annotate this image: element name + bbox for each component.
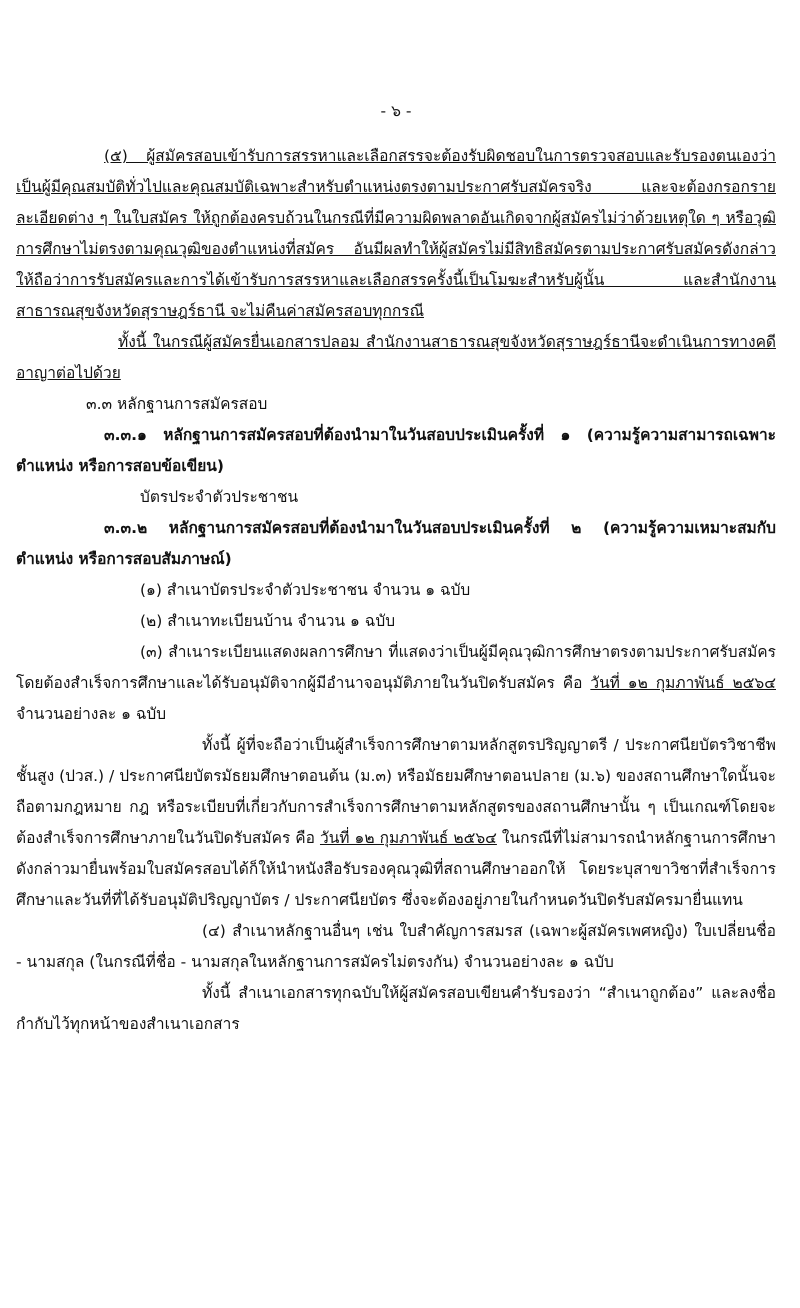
- list-item-4: (๔) สำเนาหลักฐานอื่นๆ เช่น ใบสำคัญการสมรส (เฉพาะผู้สมัครเพศหญิง) ใบเปลี่ยนชื่อ - นามสกุล (ในกรณีที่ชื่อ - นามสกุลในหลักฐานการสมัครไม่ตรงกัน) จำนวนอย่างละ ๑ ฉบับ: [16, 922, 776, 971]
- list-item-4-note: ทั้งนี้ สำเนาเอกสารทุกฉบับให้ผู้สมัครสอบเขียนคำรับรองว่า “สำเนาถูกต้อง” และลงชื่อกำกับไว้ทุกหน้าของสำเนาเอกสาร: [16, 984, 776, 1033]
- page-number: - ๖ -: [380, 102, 412, 120]
- list-item-3-tail: จำนวนอย่างละ ๑ ฉบับ: [16, 705, 167, 723]
- list-item-1: (๑) สำเนาบัตรประจำตัวประชาชน จำนวน ๑ ฉบับ: [140, 581, 471, 599]
- list-item-3-note-tail: ในกรณีที่ไม่สามารถนำหลักฐานการศึกษาดังกล่าวมายื่นพร้อมใบสมัครสอบได้ก็ให้นำหนังสือรับรองคุณวุฒิที่สถานศึกษาออกให้ โดยระบุสาขาวิชาที่สำเร็จการศึกษาและวันที่ที่ได้รับอนุมัติปริญญาบัตร / ประกาศนียบัตร ซึ่งจะต้องอยู่ภายในกำหนดวันปิดรับสมัครมายื่นแทน: [16, 829, 777, 909]
- list-item-3: [16, 637, 776, 730]
- heading-3-3-1: ๓.๓.๑ หลักฐานการสมัครสอบที่ต้องนำมาในวันสอบประเมินครั้งที่ ๑ (ความรู้ความสามารถเฉพาะตำแหน่ง หรือการสอบข้อเขียน): [16, 426, 776, 475]
- closing-date: วันที่ ๑๒ กุมภาพันธ์ ๒๕๖๔: [590, 674, 776, 692]
- list-item-3-text: (๓) สำเนาระเบียนแสดงผลการศึกษา ที่แสดงว่าเป็นผู้มีคุณวุฒิการศึกษาตรงตามประกาศรับสมัคร โดยต้องสำเร็จการศึกษาและได้รับอนุมัติจากผู้มีอำนาจอนุมัติภายในวันปิดรับสมัคร คือ: [16, 643, 776, 692]
- heading-3-3: ๓.๓ หลักฐานการสมัครสอบ: [86, 395, 268, 413]
- list-item-2: (๒) สำเนาทะเบียนบ้าน จำนวน ๑ ฉบับ: [140, 612, 396, 630]
- heading-3-3-2: ๓.๓.๒ หลักฐานการสมัครสอบที่ต้องนำมาในวันสอบประเมินครั้งที่ ๒ (ความรู้ความเหมาะสมกับตำแหน่ง หรือการสอบสัมภาษณ์): [16, 519, 776, 568]
- id-card-line: บัตรประจำตัวประชาชน: [140, 488, 299, 506]
- list-item-3-note-text: ทั้งนี้ ผู้ที่จะถือว่าเป็นผู้สำเร็จการศึกษาตามหลักสูตรปริญญาตรี / ประกาศนียบัตรวิชาชีพชั้นสูง (ปวส.) / ประกาศนียบัตรมัธยมศึกษาตอนต้น (ม.๓) หรือมัธยมศึกษาตอนปลาย (ม.๖) ของสถานศึกษาใดนั้นจะถือตามกฎหมาย กฎ หรือระเบียบที่เกี่ยวกับการสำเร็จการศึกษาตามหลักสูตรของสถานศึกษานั้น ๆ เป็นเกณฑ์โดยจะต้องสำเร็จการศึกษาภายในวันปิดรับสมัคร คือ: [16, 736, 776, 847]
- graduation-deadline: วันที่ ๑๒ กุมภาพันธ์ ๒๕๖๔: [319, 829, 497, 847]
- list-item-3-note: [16, 730, 776, 916]
- paragraph-item-5: (๕) ผู้สมัครสอบเข้ารับการสรรหาและเลือกสรรจะต้องรับผิดชอบในการตรวจสอบและรับรองตนเองว่าเป็นผู้มีคุณสมบัติทั่วไปและคุณสมบัติเฉพาะสำหรับตำแหน่งตรงตามประกาศรับสมัครจริง และจะต้องกรอกรายละเอียดต่าง ๆ ในใบสมัคร ให้ถูกต้องครบถ้วนในกรณีที่มีความผิดพลาดอันเกิดจากผู้สมัครไม่ว่าด้วยเหตุใด ๆ หรือวุฒิการศึกษาไม่ตรงตามคุณวุฒิของตำแหน่งที่สมัคร อันมีผลทำให้ผู้สมัครไม่มีสิทธิสมัครตามประกาศรับสมัครดังกล่าว ให้ถือว่าการรับสมัครและการได้เข้ารับการสรรหาและเลือกสรรครั้งนี้เป็นโมฆะสำหรับผู้นั้น และสำนักงานสาธารณสุขจังหวัดสุราษฎร์ธานี จะไม่คืนค่าสมัครสอบทุกกรณี: [16, 147, 776, 320]
- paragraph-fake-documents: ทั้งนี้ ในกรณีผู้สมัครยื่นเอกสารปลอม สำนักงานสาธารณสุขจังหวัดสุราษฎร์ธานีจะดำเนินการทางคดีอาญาต่อไปด้วย: [16, 333, 776, 382]
